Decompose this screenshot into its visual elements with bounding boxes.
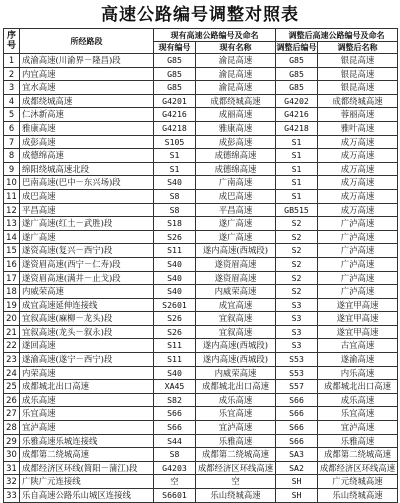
cell-adjusted-code: S1 <box>276 149 318 163</box>
table-row <box>4 176 398 190</box>
cell-current-name: 乐山绕城高速 <box>196 489 276 503</box>
table-row <box>4 366 398 380</box>
cell-adjusted-name: 内乐高速 <box>318 366 398 380</box>
cell-current-name: 成宜高速 <box>196 298 276 312</box>
table-row <box>4 434 398 448</box>
cell-current-code: G85 <box>154 54 196 68</box>
cell-adjusted-code: S1 <box>276 162 318 176</box>
cell-adjusted-name: 成都第二绕城高速 <box>318 448 398 462</box>
cell-adjusted-code: SA2 <box>276 461 318 475</box>
cell-current-code: S44 <box>154 434 196 448</box>
table-row <box>4 149 398 163</box>
cell-current-name: 成彭高速 <box>196 135 276 149</box>
cell-adjusted-name: 蓉丽高速 <box>318 108 398 122</box>
cell-route: 宜泸高速 <box>20 421 154 435</box>
cell-seq: 4 <box>4 94 20 108</box>
cell-adjusted-code: GB515 <box>276 203 318 217</box>
table-row <box>4 217 398 231</box>
cell-adjusted-code: S3 <box>276 339 318 353</box>
cell-route: 平昌高速 <box>20 203 154 217</box>
cell-route: 成乐高速 <box>20 393 154 407</box>
cell-adjusted-name: 银昆高速 <box>318 67 398 81</box>
cell-seq: 25 <box>4 380 20 394</box>
table-row <box>4 244 398 258</box>
cell-adjusted-name: 乐雅高速 <box>318 434 398 448</box>
cell-adjusted-name: 乐山绕城高速 <box>318 489 398 503</box>
cell-adjusted-code: SA3 <box>276 448 318 462</box>
cell-adjusted-code: S57 <box>276 380 318 394</box>
cell-route: 遂资眉高速(西宁－仁寿)段 <box>20 257 154 271</box>
cell-current-name: 遂资眉高速 <box>196 257 276 271</box>
cell-current-name: 遂广高速 <box>196 217 276 231</box>
header-adjusted-code: 调整后编号 <box>276 43 317 52</box>
cell-adjusted-name: 广泸高速 <box>318 257 398 271</box>
cell-current-name: 成巴高速 <box>196 189 276 203</box>
cell-adjusted-code: S66 <box>276 434 318 448</box>
table-row <box>4 108 398 122</box>
cell-seq: 2 <box>4 67 20 81</box>
cell-adjusted-code: S3 <box>276 325 318 339</box>
cell-current-code: S1 <box>154 149 196 163</box>
cell-route: 遂资高速(复兴－西宁)段 <box>20 244 154 258</box>
cell-adjusted-code: G85 <box>276 81 318 95</box>
cell-adjusted-code: S2 <box>276 230 318 244</box>
cell-current-code: S11 <box>154 244 196 258</box>
cell-route: 成渝高速(川渝界－隆昌)段 <box>20 54 154 68</box>
cell-current-name: 乐宜高速 <box>196 407 276 421</box>
cell-adjusted-code: S66 <box>276 393 318 407</box>
table-row <box>4 54 398 68</box>
cell-route: 内宜高速 <box>20 67 154 81</box>
table-row <box>4 230 398 244</box>
table-row <box>4 312 398 326</box>
cell-seq: 27 <box>4 407 20 421</box>
cell-seq: 6 <box>4 121 20 135</box>
cell-adjusted-code: S2 <box>276 217 318 231</box>
cell-current-code: S40 <box>154 285 196 299</box>
cell-seq: 28 <box>4 421 20 435</box>
table-row <box>4 339 398 353</box>
table-row <box>4 489 398 503</box>
cell-current-name: 宜叙高速 <box>196 325 276 339</box>
cell-seq: 31 <box>4 461 20 475</box>
cell-adjusted-code: S1 <box>276 135 318 149</box>
cell-seq: 19 <box>4 298 20 312</box>
cell-current-code: G85 <box>154 67 196 81</box>
cell-route: 成巴高速 <box>20 189 154 203</box>
cell-current-code: S8 <box>154 448 196 462</box>
cell-route: 内荣高速 <box>20 366 154 380</box>
cell-adjusted-code: S2 <box>276 244 318 258</box>
cell-current-code: S40 <box>154 366 196 380</box>
cell-current-name: 乐雅高速 <box>196 434 276 448</box>
table-row <box>4 448 398 462</box>
cell-route: 遂回高速 <box>20 339 154 353</box>
cell-current-code: S11 <box>154 353 196 367</box>
cell-seq: 9 <box>4 162 20 176</box>
header-adjusted-name: 调整后名称 <box>318 42 398 54</box>
cell-adjusted-name: 成万高速 <box>318 149 398 163</box>
header-current-group: 现有高速公路编号及命名 <box>154 29 276 42</box>
cell-seq: 13 <box>4 217 20 231</box>
cell-seq: 29 <box>4 434 20 448</box>
cell-current-name: 成都第二绕城高速 <box>196 448 276 462</box>
cell-adjusted-name: 广泸高速 <box>318 271 398 285</box>
table-row <box>4 121 398 135</box>
cell-adjusted-name: 成万高速 <box>318 162 398 176</box>
cell-current-code: S66 <box>154 407 196 421</box>
cell-adjusted-name: 成乐高速 <box>318 393 398 407</box>
cell-current-code: S26 <box>154 325 196 339</box>
cell-seq: 33 <box>4 489 20 503</box>
cell-adjusted-name: 广元绕城高速 <box>318 475 398 489</box>
cell-current-code: S2601 <box>154 298 196 312</box>
cell-current-name: 遂内高速(西城段) <box>196 353 276 367</box>
cell-seq: 17 <box>4 271 20 285</box>
cell-adjusted-code: G4218 <box>276 121 318 135</box>
table-row <box>4 67 398 81</box>
cell-route: 内威荣高速 <box>20 285 154 299</box>
cell-adjusted-code: S1 <box>276 176 318 190</box>
cell-route: 广陕广元连接线 <box>20 475 154 489</box>
cell-current-code: S1 <box>154 162 196 176</box>
cell-adjusted-code: G4202 <box>276 94 318 108</box>
table-row <box>4 203 398 217</box>
cell-route: 成都第二绕城高速 <box>20 448 154 462</box>
cell-seq: 30 <box>4 448 20 462</box>
cell-current-code: S11 <box>154 339 196 353</box>
cell-seq: 5 <box>4 108 20 122</box>
cell-route: 成都经济区环线(简阳－蒲江)段 <box>20 461 154 475</box>
cell-seq: 24 <box>4 366 20 380</box>
cell-seq: 20 <box>4 312 20 326</box>
cell-current-name: 成德绵高速 <box>196 149 276 163</box>
cell-adjusted-code: G4216 <box>276 108 318 122</box>
cell-route: 绵阳绕城高速北段 <box>20 162 154 176</box>
cell-adjusted-code: S53 <box>276 353 318 367</box>
header-current-code: 现有编号 <box>154 42 196 54</box>
cell-adjusted-code: G85 <box>276 54 318 68</box>
cell-seq: 23 <box>4 353 20 367</box>
cell-seq: 3 <box>4 81 20 95</box>
table-row <box>4 135 398 149</box>
header-route: 所经路段 <box>20 29 154 54</box>
table-row <box>4 94 398 108</box>
table-row <box>4 421 398 435</box>
cell-current-code: G4203 <box>154 461 196 475</box>
cell-current-code: S105 <box>154 135 196 149</box>
cell-seq: 15 <box>4 244 20 258</box>
cell-adjusted-name: 银昆高速 <box>318 54 398 68</box>
cell-current-name: 成德绵高速 <box>196 162 276 176</box>
cell-current-code: G4218 <box>154 121 196 135</box>
cell-route: 遂广高速 <box>20 230 154 244</box>
page-title: 高速公路编号调整对照表 <box>101 5 299 25</box>
cell-route: 宜叙高速(龙头－叙永)段 <box>20 325 154 339</box>
cell-adjusted-name: 广泸高速 <box>318 285 398 299</box>
cell-current-code: G4216 <box>154 108 196 122</box>
cell-current-code: S18 <box>154 217 196 231</box>
cell-current-name: 空 <box>196 475 276 489</box>
cell-route: 成宜高速延伸连接线 <box>20 298 154 312</box>
cell-seq: 21 <box>4 325 20 339</box>
cell-seq: 22 <box>4 339 20 353</box>
cell-adjusted-code: SH <box>276 475 318 489</box>
cell-current-code: S26 <box>154 312 196 326</box>
cell-adjusted-code: S2 <box>276 271 318 285</box>
cell-current-code: S40 <box>154 257 196 271</box>
cell-route: 乐宜高速 <box>20 407 154 421</box>
cell-current-name: 成乐高速 <box>196 393 276 407</box>
cell-seq: 26 <box>4 393 20 407</box>
cell-adjusted-name: 成都绕城高速 <box>318 94 398 108</box>
cell-current-name: 内威荣高速 <box>196 285 276 299</box>
cell-adjusted-name: 广泸高速 <box>318 230 398 244</box>
cell-current-code: XA45 <box>154 380 196 394</box>
cell-adjusted-name: 古宜高速 <box>318 339 398 353</box>
cell-current-name: 遂广高速 <box>196 230 276 244</box>
table-row <box>4 271 398 285</box>
cell-route: 遂广高速(红土－武胜)段 <box>20 217 154 231</box>
cell-route: 宜水高速 <box>20 81 154 95</box>
cell-seq: 10 <box>4 176 20 190</box>
cell-current-name: 遂内高速(西城段) <box>196 244 276 258</box>
cell-current-code: S40 <box>154 271 196 285</box>
cell-seq: 18 <box>4 285 20 299</box>
cell-current-code: S82 <box>154 393 196 407</box>
cell-current-code: G85 <box>154 81 196 95</box>
cell-adjusted-code: S2 <box>276 257 318 271</box>
cell-route: 乐自高速公路乐山城区连接线 <box>20 489 154 503</box>
cell-adjusted-code: S66 <box>276 421 318 435</box>
cell-current-code: 空 <box>154 475 196 489</box>
cell-adjusted-name: 广泸高速 <box>318 217 398 231</box>
cell-adjusted-name: 雅叶高速 <box>318 121 398 135</box>
cell-current-name: 遂内高速(西城段) <box>196 339 276 353</box>
cell-adjusted-name: 成万高速 <box>318 189 398 203</box>
header-adjusted-group: 调整后高速公路编号及命名 <box>276 29 398 42</box>
table-body <box>4 54 398 503</box>
cell-adjusted-name: 成都城北出口高速 <box>318 380 398 394</box>
cell-adjusted-name: 乐宜高速 <box>318 407 398 421</box>
table-row <box>4 461 398 475</box>
cell-seq: 12 <box>4 203 20 217</box>
cell-current-code: S6601 <box>154 489 196 503</box>
cell-current-name: 成都城北出口高速 <box>196 380 276 394</box>
cell-adjusted-name: 成万高速 <box>318 203 398 217</box>
cell-adjusted-name: 成万高速 <box>318 135 398 149</box>
cell-current-name: 宜泸高速 <box>196 421 276 435</box>
table-row <box>4 189 398 203</box>
cell-current-name: 宜叙高速 <box>196 312 276 326</box>
header-current-name: 现有名称 <box>196 42 276 54</box>
cell-adjusted-code: S53 <box>276 366 318 380</box>
comparison-table <box>3 28 398 503</box>
cell-adjusted-name: 广泸高速 <box>318 244 398 258</box>
cell-route: 雅康高速 <box>20 121 154 135</box>
cell-current-name: 成丽高速 <box>196 108 276 122</box>
cell-adjusted-name: 遂宜甲高速 <box>318 312 398 326</box>
cell-adjusted-name: 遂渝高速 <box>318 353 398 367</box>
cell-seq: 11 <box>4 189 20 203</box>
cell-current-code: S8 <box>154 203 196 217</box>
cell-seq: 32 <box>4 475 20 489</box>
cell-current-code: S66 <box>154 421 196 435</box>
cell-route: 成都绕城高速 <box>20 94 154 108</box>
cell-current-code: G4201 <box>154 94 196 108</box>
cell-current-name: 渝昆高速 <box>196 67 276 81</box>
cell-route: 遂资眉高速(满井－止戈)段 <box>20 271 154 285</box>
table-row <box>4 353 398 367</box>
table-row <box>4 257 398 271</box>
cell-adjusted-code: S3 <box>276 298 318 312</box>
cell-adjusted-name: 遂宜甲高速 <box>318 298 398 312</box>
cell-adjusted-name: 宜泸高速 <box>318 421 398 435</box>
cell-current-name: 平昌高速 <box>196 203 276 217</box>
table-row <box>4 475 398 489</box>
cell-route: 成彭高速 <box>20 135 154 149</box>
cell-adjusted-name: 银昆高速 <box>318 81 398 95</box>
cell-adjusted-code: S66 <box>276 407 318 421</box>
cell-current-name: 成都绕城高速 <box>196 94 276 108</box>
table-row <box>4 298 398 312</box>
cell-adjusted-name: 遂宜甲高速 <box>318 325 398 339</box>
cell-current-code: S8 <box>154 189 196 203</box>
cell-seq: 8 <box>4 149 20 163</box>
cell-current-code: S40 <box>154 176 196 190</box>
cell-seq: 1 <box>4 54 20 68</box>
cell-route: 巴南高速(巴中－东兴场)段 <box>20 176 154 190</box>
cell-current-name: 渝昆高速 <box>196 54 276 68</box>
cell-route: 成都城北出口高速 <box>20 380 154 394</box>
cell-current-name: 内威荣高速 <box>196 366 276 380</box>
cell-seq: 14 <box>4 230 20 244</box>
cell-adjusted-code: S1 <box>276 189 318 203</box>
cell-route: 成德绵高速 <box>20 149 154 163</box>
cell-adjusted-code: G85 <box>276 67 318 81</box>
cell-adjusted-code: S2 <box>276 285 318 299</box>
cell-route: 宜叙高速(麻柳－龙头)段 <box>20 312 154 326</box>
table-row <box>4 285 398 299</box>
table-row <box>4 81 398 95</box>
cell-adjusted-name: 成万高速 <box>318 176 398 190</box>
cell-current-name: 雅康高速 <box>196 121 276 135</box>
cell-route: 乐雅高速乐城连接线 <box>20 434 154 448</box>
cell-adjusted-code: SH <box>276 489 318 503</box>
table-row <box>4 393 398 407</box>
cell-route: 遂渝高速(遂宁－西宁)段 <box>20 353 154 367</box>
cell-current-name: 遂资眉高速 <box>196 271 276 285</box>
table-header-row <box>4 29 398 42</box>
table-row <box>4 407 398 421</box>
header-seq: 序号 <box>4 29 20 54</box>
table-row <box>4 380 398 394</box>
table-row <box>4 325 398 339</box>
table-row <box>4 162 398 176</box>
cell-adjusted-code: S3 <box>276 312 318 326</box>
cell-current-name: 渝昆高速 <box>196 81 276 95</box>
cell-adjusted-name: 成都经济区环线高速 <box>318 461 398 475</box>
cell-current-code: S26 <box>154 230 196 244</box>
cell-current-name: 广南高速 <box>196 176 276 190</box>
cell-seq: 7 <box>4 135 20 149</box>
cell-current-name: 成都经济区环线高速 <box>196 461 276 475</box>
cell-route: 仁沐新高速 <box>20 108 154 122</box>
cell-seq: 16 <box>4 257 20 271</box>
